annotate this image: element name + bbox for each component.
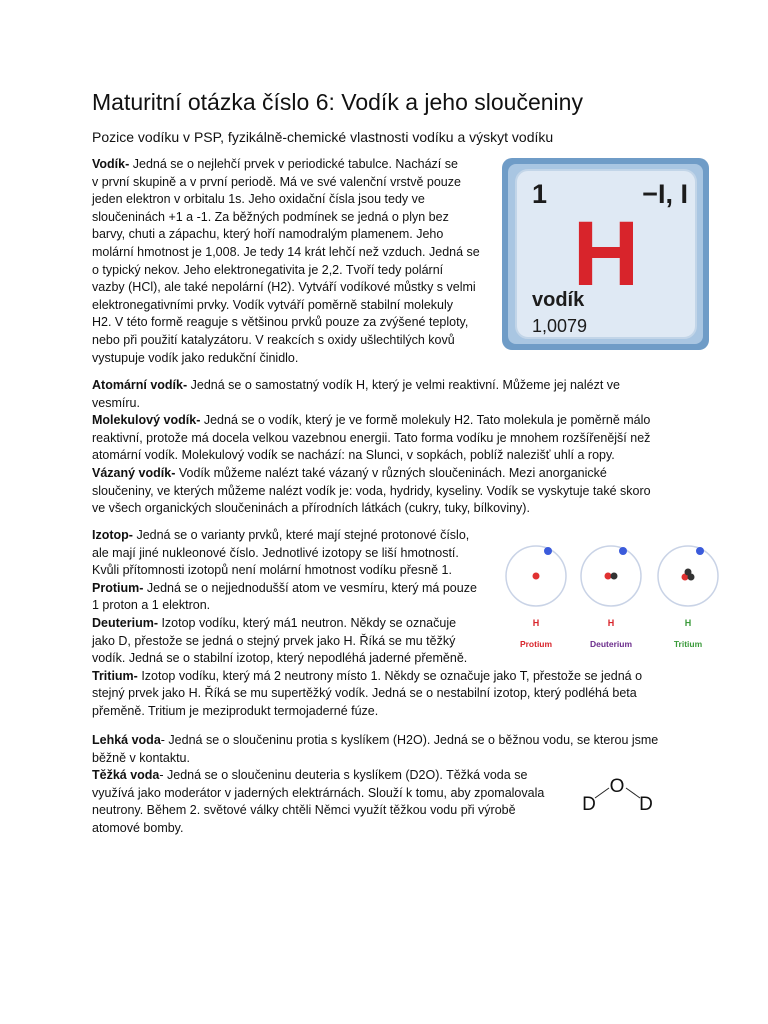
text-line: ve všech organických sloučeninách a přírodních látkách (cukry, tuky, bílkoviny). [92,501,530,516]
izotop-term: Izotop- [92,528,133,542]
text-line: sloučeninách +1 a -1. Za běžných podmínek se jedná o plyn bez [92,209,449,224]
text-line: Jedná se o samostatný vodík H, který je velmi reaktivní. Můžeme jej nalézt ve [187,378,620,392]
text-line: využívá jako moderátor v jaderných elektrárnách. Slouží k tomu, aby zpomalovala [92,785,545,800]
text-line: jako D, přestože se jedná o stejný prvek jako H. Říká se mu těžký [92,633,456,648]
isotopes-figure [498,540,724,655]
text-line: sloučeniny, ve kterých můžeme nalézt vodík je: voda, hydridy, kyseliny. Vodík se vyskytuje také skoro [92,483,651,498]
text-line: Jedná se o nejlehčí prvek v periodické tabulce. Nachází se [129,157,458,171]
protium-symbol: H [532,618,540,628]
forms-paragraph [92,377,651,518]
text-line: jeden elektron v orbitalu 1s. Jeho oxidační čísla jsou tedy ve [92,192,425,207]
tritium-symbol: H [684,618,692,628]
deuterium-term: Deuterium- [92,615,158,630]
text-line: elektronegativními prvky. Vodík vytváří poměrně stabilní molekuly [92,297,454,312]
text-line: - Jedná se o sloučeninu deuteria s kyslíkem (D2O). Těžká voda se [159,768,528,783]
protium-label: Protium [519,639,553,649]
text-line: nebo při použití katalyzátoru. V reakcích s oxidy ušlechtilých kovů [92,332,455,347]
deuterium-symbol: H [607,618,615,628]
text-line: vazby (HCl), ale také nepolární (H2). Vytváří vodíkové můstky s velmi [92,280,476,295]
text-line: o typický nekov. Jeho elektronegativita je 2,2. Tvoří tedy polární [92,262,444,277]
vodik-paragraph [92,156,480,367]
protium-atom [506,546,566,606]
text-line: Izotop vodíku, který má 2 neutrony místo 1. Někdy se označuje jako T, přestože se jedná o [137,668,643,683]
text-line: Jedná se o nejjednodušší atom ve vesmíru, který má pouze [143,580,477,595]
text-line: vodík. Jedná se o stabilní izotop, který nepodléhá jaderné přeměně. [92,651,468,666]
vodik-term: Vodík- [92,157,130,171]
text-line: atomové bomby. [92,820,184,835]
tezka-voda-term: Těžká voda [92,768,160,783]
text-line: stejný prvek jako H. Říká se mu supertěžký vodík. Jedná se o nestabilní izotop, který podléhá beta [92,686,637,701]
element-name: vodík [532,289,585,311]
tritium-term: Tritium- [92,668,138,683]
page-subtitle: Pozice vodíku v PSP, fyzikálně-chemické vlastnosti vodíku a výskyt vodíku [92,129,554,145]
text-line: atomární vodík. Molekulový vodík se nachází: na Slunci, v sopkách, poblíž nalezišť uhlí a ropy. [92,448,615,463]
atomic-number: 1 [532,179,548,209]
element-symbol: H [572,203,640,305]
deuterium-label: Deuterium [589,639,633,649]
deuterium-left-symbol: D [582,794,596,815]
text-line: přeměně. Tritium je meziprodukt termojaderné fúze. [92,703,379,718]
deuterium-atom [581,546,641,606]
text-line: H2. V této formě reaguje s většinou prvků pouze za zvýšené teploty, [92,315,469,330]
text-line: Jedná se o varianty prvků, které mají stejné protonové číslo, [132,528,470,542]
text-line: reaktivní, protože má docela velkou vazebnou energii. Tato forma vodíku je mnohem rozšířenější než [92,430,651,445]
atomarni-term: Atomární vodík- [92,378,188,392]
tritium-atom [658,546,718,606]
text-line: - Jedná se o sloučeninu protia s kyslíkem (H2O). Jedná se o běžnou vodu, se kterou jsme [160,733,659,747]
text-line: vesmíru. [92,395,140,410]
text-line: ale mají jiné nukleonové číslo. Jednotlivé izotopy se liší hmotností. [92,545,459,560]
atomic-mass: 1,0079 [532,316,588,336]
deuterium-right-symbol: D [639,794,653,815]
d2o-molecule-diagram [575,772,660,817]
text-line: Vodík můžeme nalézt také vázaný v různých sloučeninách. Mezi anorganické [175,465,607,480]
molekulovy-term: Molekulový vodík- [92,413,201,428]
protium-term: Protium- [92,580,144,595]
oxidation-states: −I, I [642,179,688,209]
water-paragraph [92,732,658,838]
text-line: molární hmotnost je 1,008. Je tedy 14 krát lehčí než vzduch. Jedná se [92,244,480,259]
lehka-voda-term: Lehká voda [92,733,161,747]
text-line: Jedná se o vodík, který je ve formě molekuly H2. Tato molekula je poměrně málo [200,413,651,428]
text-line: Kvůli přítomnosti izotopů není molární hmotnost vodíku přesně 1. [92,563,452,578]
oxygen-symbol: O [609,776,625,797]
text-line: vystupuje vodík jako redukční činidlo. [92,350,299,365]
text-line: běžně v kontaktu. [92,750,190,765]
page-title: Maturitní otázka číslo 6: Vodík a jeho sloučeniny [92,89,583,115]
hydrogen-element-card [502,158,709,350]
text-line: Izotop vodíku, který má1 neutron. Někdy se označuje [157,615,457,630]
text-line: 1 proton a 1 elektron. [92,598,211,613]
text-line: neutrony. Během 2. světové války chtěli Němci využít těžkou vodu při výrobě [92,803,516,818]
tritium-label: Tritium [673,639,703,649]
text-line: barvy, chuti a zápachu, který hoří namodralým plamenem. Jeho [92,227,444,242]
text-line: v první skupině a v první periodě. Má ve své valenční vrstvě pouze [92,174,461,189]
vazany-term: Vázaný vodík- [92,465,176,480]
